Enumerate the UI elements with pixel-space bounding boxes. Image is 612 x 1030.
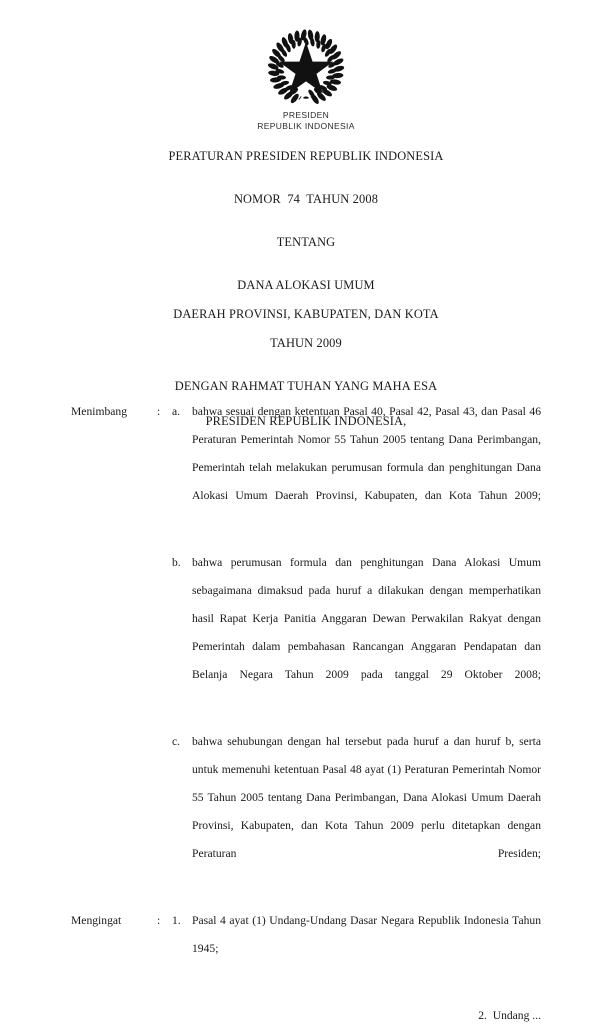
- clause-label-mengingat: Mengingat: [71, 914, 122, 927]
- clause-item: [71, 398, 541, 538]
- clause-colon-mengingat: :: [157, 914, 161, 927]
- clause-colon-menimbang: :: [157, 405, 161, 418]
- continuation-text: 2. Undang ...: [478, 1009, 541, 1022]
- letterhead-caption-line-1: PRESIDEN: [282, 110, 330, 120]
- page-continuation-catchword: [0, 1002, 612, 1030]
- letterhead: [0, 26, 612, 131]
- clause-item-marker: 1.: [172, 914, 181, 927]
- letterhead-caption-line-2: REPUBLIK INDONESIA: [257, 120, 355, 131]
- clause-item-marker: c.: [172, 735, 181, 748]
- clause-menimbang: [0, 398, 612, 896]
- clause-item-text: bahwa sesuai dengan ketentuan Pasal 40, Pasal 42, Pasal 43, dan Pasal 46 Peraturan Pemerintah Nomor 55 Tahun 2005 tentang Dana Perimbangan, Pemerintah telah melakukan perumusan formula dan penghitungan Dana Alokasi Umum Daerah Provinsi, Kabupaten, dan Kota Tahun 2009;: [192, 405, 541, 502]
- clause-label-menimbang: Menimbang: [71, 405, 128, 418]
- document-headings: [36, 149, 576, 429]
- heading-president-signature-line: PRESIDEN REPUBLIK INDONESIA,: [205, 414, 407, 428]
- garuda-star-wreath-emblem: [265, 26, 347, 106]
- heading-tentang: TENTANG: [276, 235, 336, 249]
- clause-item-text: bahwa perumusan formula dan penghitungan Dana Alokasi Umum sebagaimana dimaksud pada huruf a dilakukan dengan memperhatikan hasil Rapat Kerja Panitia Anggaran Dewan Perwakilan Rakyat dengan Pemerintah dalam pembahasan Rancangan Anggaran Pendapatan dan Belanja Negara Tahun 2009 pada tanggal 29 Oktober 2008;: [192, 556, 541, 681]
- heading-number-year: NOMOR 74 TAHUN 2008: [233, 192, 379, 206]
- heading-subject-year: TAHUN 2009: [270, 336, 342, 350]
- clause-item: [71, 728, 541, 896]
- clause-section: [0, 398, 612, 1030]
- heading-invocation: DENGAN RAHMAT TUHAN YANG MAHA ESA: [174, 379, 438, 393]
- heading-subject-line-1: DANA ALOKASI UMUM: [237, 278, 375, 292]
- clause-item-text: Pasal 4 ayat (1) Undang-Undang Dasar Negara Republik Indonesia Tahun 1945;: [192, 914, 541, 955]
- clause-item: [71, 549, 541, 717]
- clause-item-text: bahwa sehubungan dengan hal tersebut pada huruf a dan huruf b, serta untuk memenuhi ketentuan Pasal 48 ayat (1) Peraturan Pemerintah Nomor 55 Tahun 2005 tentang Dana Perimbangan, Dana Alokasi Umum Daerah Provinsi, Kabupaten, dan Kota Tahun 2009 perlu ditetapkan dengan Peraturan Presiden;: [192, 735, 541, 860]
- clause-item: [71, 907, 541, 991]
- letterhead-caption: [0, 110, 612, 131]
- clause-item-marker: a.: [172, 405, 181, 418]
- heading-regulation-title: PERATURAN PRESIDEN REPUBLIK INDONESIA: [168, 149, 444, 163]
- heading-subject-line-2: DAERAH PROVINSI, KABUPATEN, DAN KOTA: [173, 307, 439, 321]
- clause-item-marker: b.: [172, 556, 181, 569]
- clause-mengingat: [0, 907, 612, 991]
